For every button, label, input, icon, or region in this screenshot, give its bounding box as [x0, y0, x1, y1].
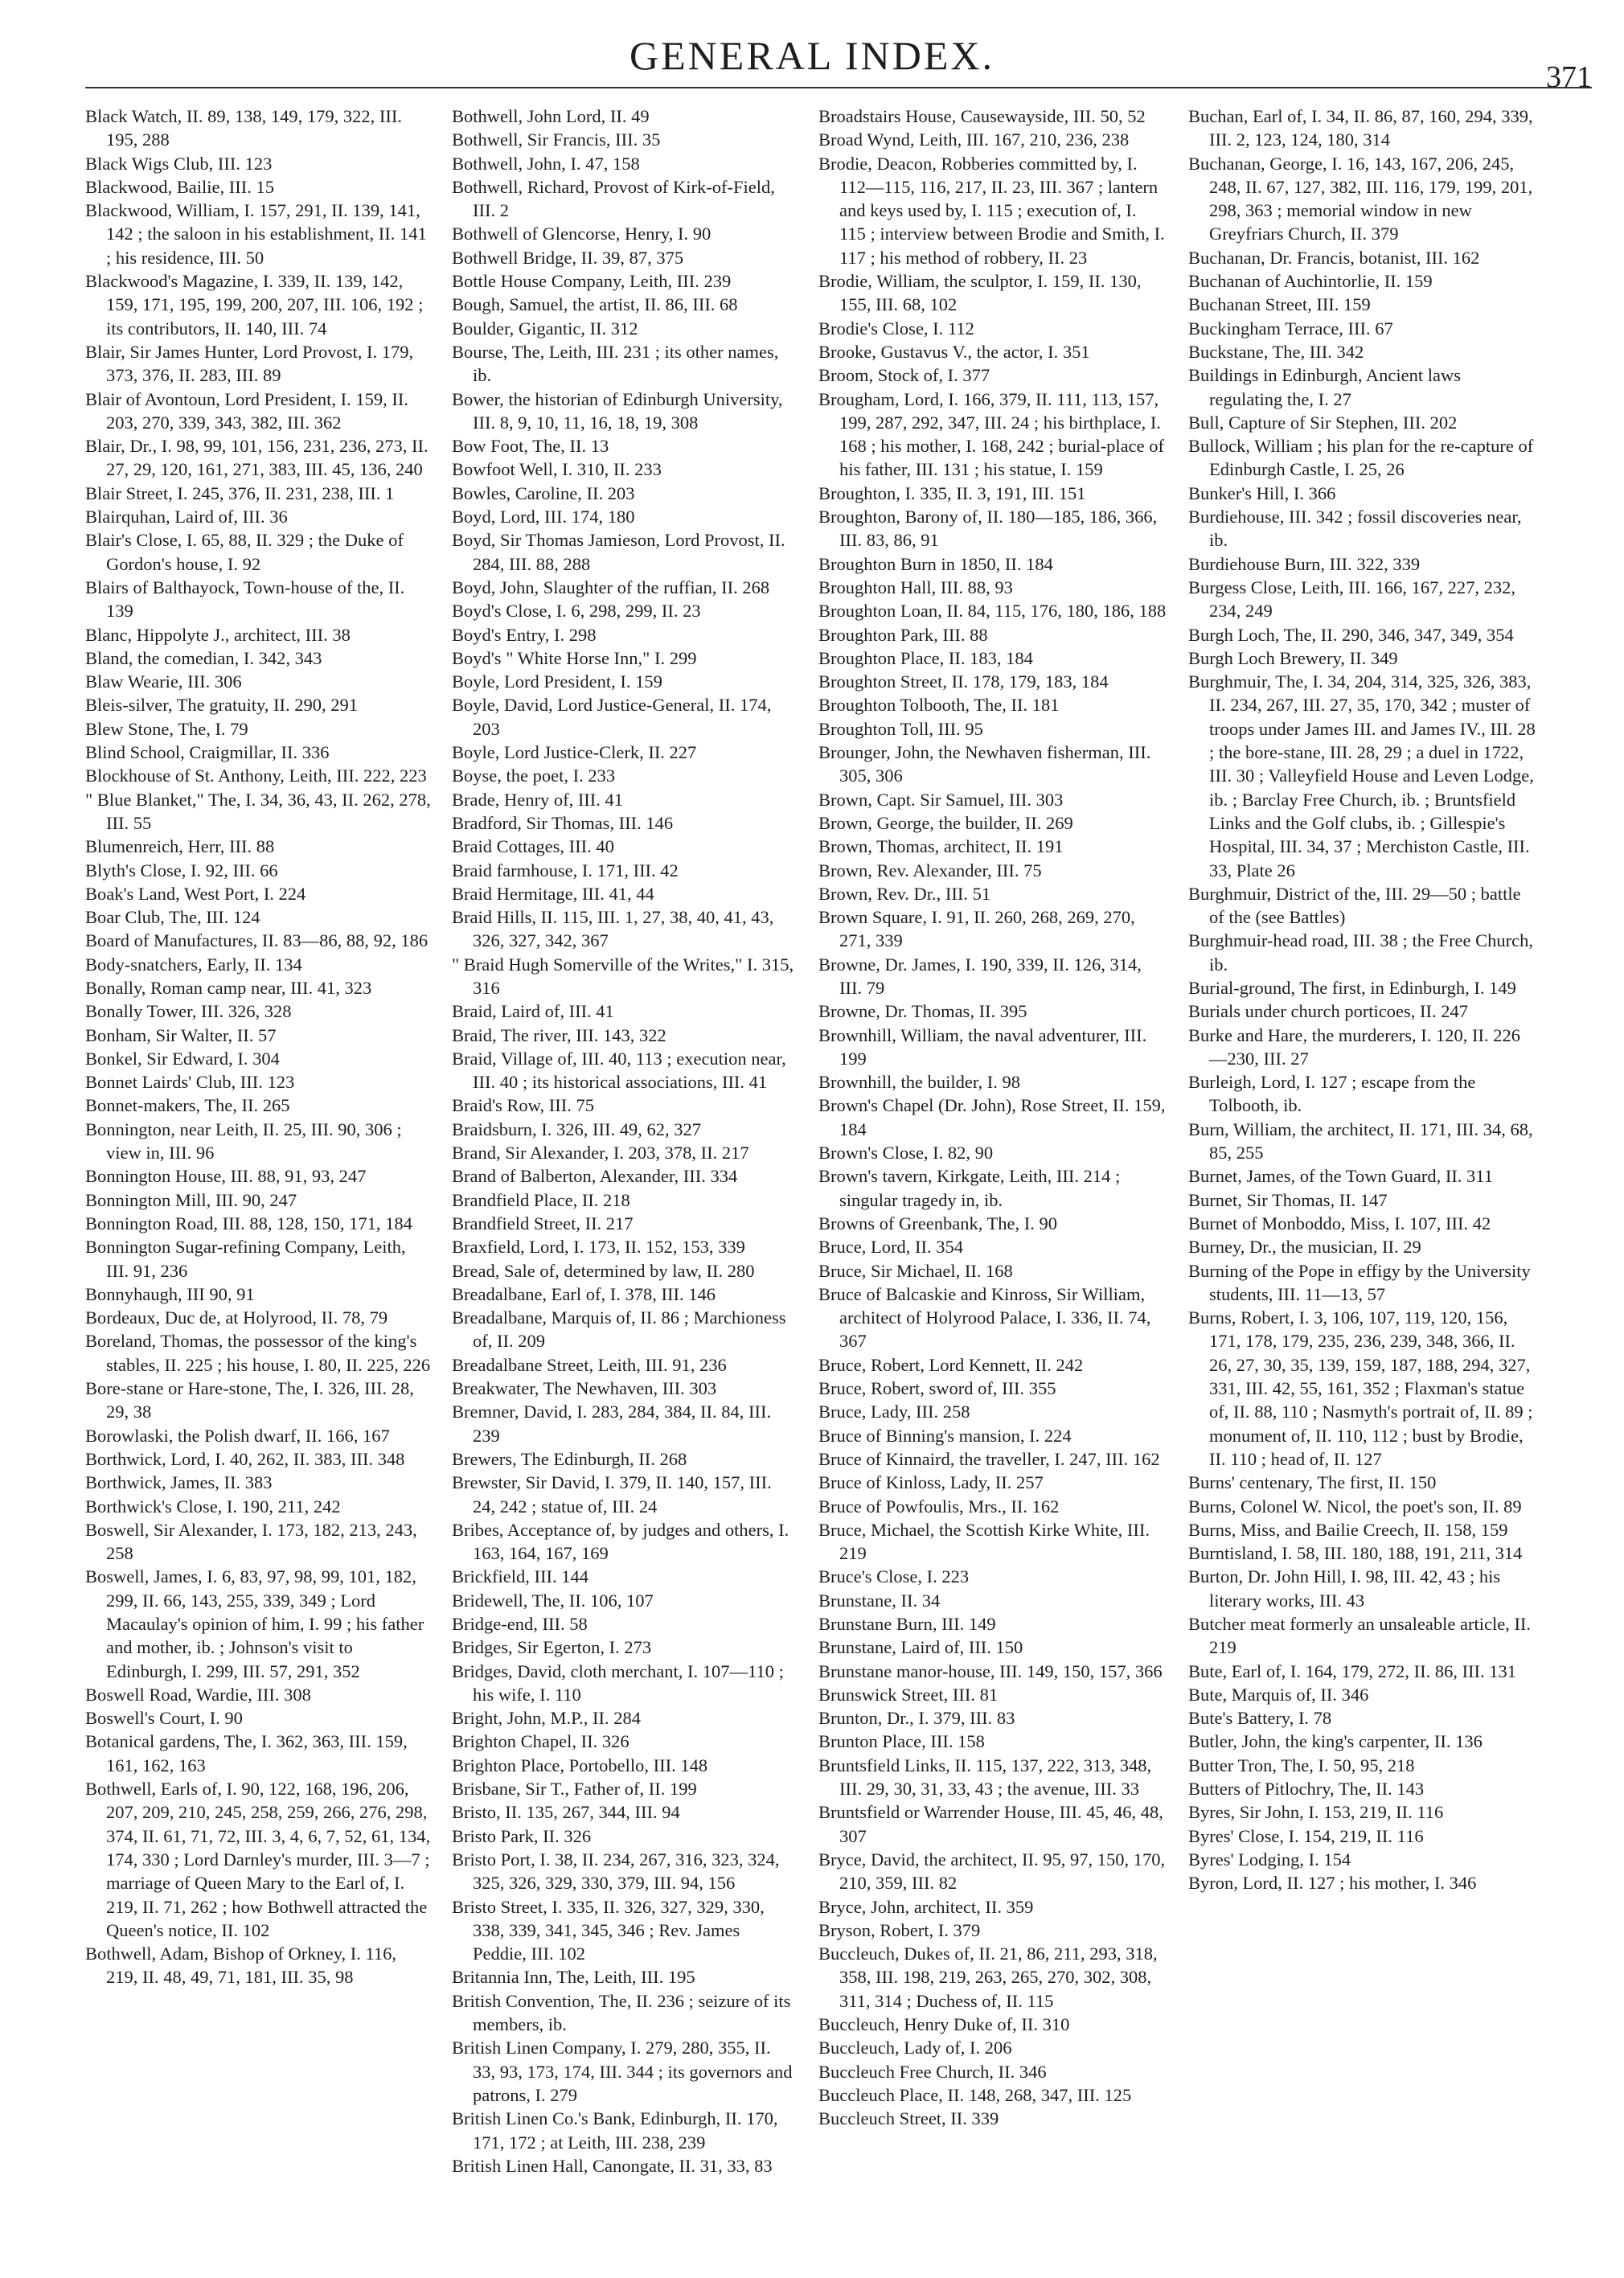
index-entry: Boswell Road, Wardie, III. 308 — [85, 1684, 311, 1705]
index-entry: Brand, Sir Alexander, I. 203, 378, II. 217 — [452, 1143, 749, 1164]
index-entry: Bothwell, Sir Francis, III. 35 — [452, 129, 661, 150]
index-entry: Braid Hermitage, III. 41, 44 — [452, 883, 654, 904]
index-entry: Bridge-end, III. 58 — [452, 1614, 588, 1634]
index-entry: Boulder, Gigantic, II. 312 — [452, 318, 638, 339]
index-entry: Bread, Sale of, determined by law, II. 280 — [452, 1260, 755, 1281]
index-entry: Borowlaski, the Polish dwarf, II. 166, 167 — [85, 1425, 390, 1446]
index-entry: Browns of Greenbank, The, I. 90 — [818, 1213, 1058, 1233]
index-entry: Brunstane, II. 34 — [818, 1590, 941, 1611]
index-entry: Botanical gardens, The, I. 362, 363, III. 159, 161, 162, 163 — [85, 1731, 408, 1775]
index-entry: Burn, William, the architect, II. 171, III. 34, 68, 85, 255 — [1188, 1118, 1533, 1164]
index-entry: Burney, Dr., the musician, II. 29 — [1188, 1237, 1421, 1258]
index-entry: Burghmuir, The, I. 34, 204, 314, 325, 326, 383, II. 234, 267, III. 27, 35, 170, 342 ; muster of troops under James III. and James IV., III. 28 ; the bore-stane, III. 28, 29 ; a duel in 1722, III. 30 ; Valleyfield House and Leven Lodge, ib. ; Barclay Free Church, ib. ; Bruntsfield Links and the Golf clubs, ib. ; Gillespie's Hospital, III. 34, 37 ; Merchiston Castle, III. 33, Plate 26 — [1188, 671, 1536, 880]
index-entry: Bothwell, Adam, Bishop of Orkney, I. 116, 219, II. 48, 49, 71, 181, III. 35, 98 — [85, 1943, 397, 1988]
index-entry: Bright, John, M.P., II. 284 — [452, 1708, 642, 1729]
index-entry: Braid's Row, III. 75 — [452, 1095, 594, 1116]
index-entry: Boyle, Lord President, I. 159 — [452, 671, 662, 692]
index-entry: Bruce, Robert, sword of, III. 355 — [818, 1378, 1056, 1399]
index-entry: Bridewell, The, II. 106, 107 — [452, 1590, 654, 1611]
index-entry: Braid, Village of, III. 40, 113 ; execution near, III. 40 ; its historical associations, III. 41 — [452, 1048, 786, 1093]
index-entry: Bruce, Lord, II. 354 — [818, 1237, 963, 1258]
index-entry: Bruce of Binning's mansion, I. 224 — [818, 1425, 1072, 1446]
page-number: 371 — [1546, 60, 1592, 94]
index-entry: Butters of Pitlochry, The, II. 143 — [1188, 1779, 1425, 1800]
index-entry: Buchanan of Auchintorlie, II. 159 — [1188, 271, 1433, 292]
index-entry: Bothwell Bridge, II. 39, 87, 375 — [452, 247, 684, 268]
index-entry: Brickfield, III. 144 — [452, 1566, 588, 1587]
index-entry: Blockhouse of St. Anthony, Leith, III. 222, 223 — [85, 765, 427, 786]
index-entry: Brown, Rev. Dr., III. 51 — [818, 883, 991, 904]
index-entry: Broughton, I. 335, II. 3, 191, III. 151 — [818, 482, 1086, 503]
index-entry: Byron, Lord, II. 127 ; his mother, I. 346 — [1188, 1873, 1477, 1894]
index-entry: Broadstairs House, Causewayside, III. 50, 52 — [818, 106, 1146, 126]
index-entry: Blair, Dr., I. 98, 99, 101, 156, 231, 236, 273, II. 27, 29, 120, 161, 271, 383, III. 45, 136, 240 — [85, 436, 429, 480]
index-entry: Brown's Close, I. 82, 90 — [818, 1143, 994, 1164]
index-entry: Brown's tavern, Kirkgate, Leith, III. 214 ; singular tragedy in, ib. — [818, 1166, 1121, 1210]
index-entry: Burdiehouse, III. 342 ; fossil discoveries near, ib. — [1188, 507, 1522, 551]
index-entry: Borthwick, Lord, I. 40, 262, II. 383, III. 348 — [85, 1448, 405, 1469]
index-entry: Byres' Close, I. 154, 219, II. 116 — [1188, 1825, 1424, 1846]
index-entry: Butler, John, the king's carpenter, II. 136 — [1188, 1731, 1483, 1752]
index-entry: Broughton Hall, III. 88, 93 — [818, 577, 1013, 597]
index-entry: Burleigh, Lord, I. 127 ; escape from the Tolbooth, ib. — [1188, 1072, 1476, 1116]
index-entry: British Convention, The, II. 236 ; seizure of its members, ib. — [452, 1990, 791, 2035]
index-entry: Brooke, Gustavus V., the actor, I. 351 — [818, 341, 1090, 362]
index-entry: Burgh Loch, The, II. 290, 346, 347, 349, 354 — [1188, 624, 1514, 645]
index-entry: Borthwick, James, II. 383 — [85, 1472, 273, 1493]
index-entry: Blair's Close, I. 65, 88, II. 329 ; the Duke of Gordon's house, I. 92 — [85, 530, 404, 574]
index-entry: Blair of Avontoun, Lord President, I. 159, II. 203, 270, 339, 343, 382, III. 362 — [85, 388, 409, 433]
index-entry: Bothwell, John Lord, II. 49 — [452, 106, 650, 126]
index-entry: Bruce of Kinnaird, the traveller, I. 247, III. 162 — [818, 1448, 1160, 1469]
index-entry: Bonnington House, III. 88, 91, 93, 247 — [85, 1166, 367, 1187]
index-entry: Braid farmhouse, I. 171, III. 42 — [452, 860, 679, 880]
index-entry: Bristo Street, I. 335, II. 326, 327, 329, 330, 338, 339, 341, 345, 346 ; Rev. James Peddie, III. 102 — [452, 1896, 765, 1964]
index-entry: Board of Manufactures, II. 83—86, 88, 92, 186 — [85, 930, 429, 951]
index-entry: Bullock, William ; his plan for the re-capture of Edinburgh Castle, I. 25, 26 — [1188, 436, 1534, 480]
index-entry: Brand of Balberton, Alexander, III. 334 — [452, 1166, 738, 1187]
index-entry: Bruce's Close, I. 223 — [818, 1566, 970, 1587]
index-entry: Bonnyhaugh, III 90, 91 — [85, 1283, 255, 1304]
index-entry: Brodie's Close, I. 112 — [818, 318, 974, 339]
index-entry: Bothwell, Earls of, I. 90, 122, 168, 196, 206, 207, 209, 210, 245, 258, 259, 266, 276, 298, 374, II. 61, 71, 72, III. 3, 4, 6, 7, 52, 61, 134, 174, 330 ; Lord Darnley's murder, III. 3—7 ; marriage of Queen Mary to the Earl of, I. 219, II. 71, 262 ; how Bothwell attracted the Queen's notice, II. 102 — [85, 1779, 431, 1940]
index-entry: " Blue Blanket," The, I. 34, 36, 43, II. 262, 278, III. 55 — [85, 789, 431, 833]
index-entry: Blairs of Balthayock, Town-house of the, II. 139 — [85, 577, 405, 622]
index-entry: Bute, Earl of, I. 164, 179, 272, II. 86, III. 131 — [1188, 1660, 1517, 1681]
index-entry: Burns, Miss, and Bailie Creech, II. 158, 159 — [1188, 1519, 1508, 1540]
index-entry: Bonkel, Sir Edward, I. 304 — [85, 1048, 280, 1069]
index-entry: Burke and Hare, the murderers, I. 120, II. 226—230, III. 27 — [1188, 1024, 1520, 1069]
index-entry: Brounger, John, the Newhaven fisherman, III. 305, 306 — [818, 742, 1151, 786]
index-entry: Burns, Robert, I. 3, 106, 107, 119, 120, 156, 171, 178, 179, 235, 236, 239, 348, 366, II. 26, 27, 30, 35, 139, 159, 187, 188, 294, 327, 331, III. 42, 55, 161, 352 ; Flaxman's statue of, II. 88, 110 ; Nasmyth's portrait of, II. 89 ; monument of, II. 110, 112 ; bust by Brodie, II. 110 ; head of, II. 127 — [1188, 1307, 1533, 1469]
index-entry: Boyle, David, Lord Justice-General, II. 174, 203 — [452, 695, 772, 739]
index-entry: Bowfoot Well, I. 310, II. 233 — [452, 459, 662, 480]
index-entry: Bribes, Acceptance of, by judges and others, I. 163, 164, 167, 169 — [452, 1519, 789, 1564]
index-entry: British Linen Co.'s Bank, Edinburgh, II. 170, 171, 172 ; at Leith, III. 238, 239 — [452, 2108, 778, 2153]
index-entry: Buckingham Terrace, III. 67 — [1188, 318, 1393, 339]
index-entry: Brown, Rev. Alexander, III. 75 — [818, 860, 1042, 880]
index-entry: Brewers, The Edinburgh, II. 268 — [452, 1448, 687, 1469]
index-entry: Bonnington Road, III. 88, 128, 150, 171, 184 — [85, 1213, 412, 1233]
index-entry: Burns, Colonel W. Nicol, the poet's son, II. 89 — [1188, 1496, 1522, 1517]
index-entry: Bull, Capture of Sir Stephen, III. 202 — [1188, 412, 1458, 433]
index-entry: Buchanan, Dr. Francis, botanist, III. 162 — [1188, 247, 1480, 268]
index-entry: Braidsburn, I. 326, III. 49, 62, 327 — [452, 1118, 701, 1139]
index-entry: Breakwater, The Newhaven, III. 303 — [452, 1378, 717, 1399]
index-entry: Burghmuir-head road, III. 38 ; the Free Church, ib. — [1188, 930, 1534, 975]
index-entry: Brunton, Dr., I. 379, III. 83 — [818, 1708, 1015, 1729]
index-entry: Buccleuch, Lady of, I. 206 — [818, 2038, 1012, 2058]
index-entry: Brownhill, William, the naval adventurer, III. 199 — [818, 1024, 1147, 1069]
index-entry: Broughton Burn in 1850, II. 184 — [818, 553, 1053, 574]
index-entry: Bristo Park, II. 326 — [452, 1825, 592, 1846]
index-entry: Brandfield Place, II. 218 — [452, 1189, 630, 1210]
index-entry: Breadalbane Street, Leith, III. 91, 236 — [452, 1354, 727, 1375]
index-entry: Buchanan, George, I. 16, 143, 167, 206, 245, 248, II. 67, 127, 382, III. 116, 179, 199, 201, 298, 363 ; memorial window in new Greyfriars Church, II. 379 — [1188, 153, 1533, 244]
index-entry: Boyd, Lord, III. 174, 180 — [452, 507, 635, 527]
index-entry: Blyth's Close, I. 92, III. 66 — [85, 860, 278, 880]
index-entry: Bonnington Mill, III. 90, 247 — [85, 1189, 297, 1210]
index-entry: " Braid Hugh Somerville of the Writes," I. 315, 316 — [452, 954, 794, 998]
page-title: GENERAL INDEX. — [630, 33, 994, 78]
index-entry: Boak's Land, West Port, I. 224 — [85, 883, 306, 904]
index-entry: Boyle, Lord Justice-Clerk, II. 227 — [452, 742, 697, 763]
index-entry: Brunstane manor-house, III. 149, 150, 157, 366 — [818, 1660, 1163, 1681]
index-entry: British Linen Hall, Canongate, II. 31, 33, 83 — [452, 2155, 773, 2176]
index-entry: Browne, Dr. Thomas, II. 395 — [818, 1001, 1027, 1022]
index-entry: Bryce, John, architect, II. 359 — [818, 1896, 1034, 1917]
index-entry: Brade, Henry of, III. 41 — [452, 789, 624, 810]
index-entry: Bristo, II. 135, 267, 344, III. 94 — [452, 1802, 680, 1823]
index-entry: Broom, Stock of, I. 377 — [818, 365, 990, 386]
index-entry: Boswell, Sir Alexander, I. 173, 182, 213, 243, 258 — [85, 1519, 417, 1564]
index-entry: Bottle House Company, Leith, III. 239 — [452, 271, 732, 292]
index-entry: Bruce of Kinloss, Lady, II. 257 — [818, 1472, 1044, 1493]
index-entry: Burdiehouse Burn, III. 322, 339 — [1188, 553, 1421, 574]
index-entry: Bruntsfield Links, II. 115, 137, 222, 313, 348, III. 29, 30, 31, 33, 43 ; the avenue, III. 33 — [818, 1755, 1152, 1800]
index-entry: Bough, Samuel, the artist, II. 86, III. 68 — [452, 294, 738, 315]
index-entry: Boyd, Sir Thomas Jamieson, Lord Provost, II. 284, III. 88, 288 — [452, 530, 785, 574]
index-entry: Blaw Wearie, III. 306 — [85, 671, 242, 692]
index-entry: Bowles, Caroline, II. 203 — [452, 482, 635, 503]
index-entry: Brown Square, I. 91, II. 260, 268, 269, 270, 271, 339 — [818, 907, 1135, 951]
index-entry: Brown, George, the builder, II. 269 — [818, 812, 1073, 833]
index-entry: Brownhill, the builder, I. 98 — [818, 1072, 1020, 1093]
index-entry: Blew Stone, The, I. 79 — [85, 718, 248, 739]
index-entry: Boyd, John, Slaughter of the ruffian, II. 268 — [452, 577, 770, 597]
header-rule — [85, 87, 1592, 88]
index-entry: Brodie, William, the sculptor, I. 159, II. 130, 155, III. 68, 102 — [818, 271, 1142, 315]
index-entry: Burton, Dr. John Hill, I. 98, III. 42, 43 ; his literary works, III. 43 — [1188, 1566, 1501, 1611]
index-entry: Burnet, James, of the Town Guard, II. 311 — [1188, 1166, 1493, 1187]
index-entry: Braid, The river, III. 143, 322 — [452, 1024, 666, 1045]
index-entry: Bridges, David, cloth merchant, I. 107—110 ; his wife, I. 110 — [452, 1660, 784, 1705]
index-entry: Boar Club, The, III. 124 — [85, 907, 260, 928]
index-entry: Buccleuch Free Church, II. 346 — [818, 2061, 1047, 2082]
index-entry: Bruce, Lady, III. 258 — [818, 1402, 970, 1422]
index-entry: Brunstane, Laird of, III. 150 — [818, 1637, 1023, 1658]
index-entry: Blumenreich, Herr, III. 88 — [85, 836, 275, 857]
index-entry: Blackwood's Magazine, I. 339, II. 139, 142, 159, 171, 195, 199, 200, 207, III. 106, 192 ; its contributors, II. 140, III. 74 — [85, 271, 424, 339]
index-entry: Braid Hills, II. 115, III. 1, 27, 38, 40, 41, 43, 326, 327, 342, 367 — [452, 907, 774, 951]
index-entry: Bothwell, John, I. 47, 158 — [452, 153, 640, 174]
index-entry: Brighton Chapel, II. 326 — [452, 1731, 630, 1752]
index-entry: Bryce, David, the architect, II. 95, 97, 150, 170, 210, 359, III. 82 — [818, 1849, 1166, 1894]
index-entry: Bonnington, near Leith, II. 25, III. 90, 306 ; view in, III. 96 — [85, 1118, 402, 1164]
index-entry: Boswell's Court, I. 90 — [85, 1708, 243, 1729]
index-entry: Bordeaux, Duc de, at Holyrood, II. 78, 79 — [85, 1307, 388, 1328]
index-entry: Brown, Capt. Sir Samuel, III. 303 — [818, 789, 1064, 810]
index-entry: Burning of the Pope in effigy by the University students, III. 11—13, 57 — [1188, 1260, 1531, 1304]
index-column-1 — [85, 105, 431, 2260]
index-entry: Buchan, Earl of, I. 34, II. 86, 87, 160, 294, 339, III. 2, 123, 124, 180, 314 — [1188, 106, 1533, 150]
index-entry: Boyse, the poet, I. 233 — [452, 765, 616, 786]
index-entry: Bonnet-makers, The, II. 265 — [85, 1095, 290, 1116]
index-entry: Buccleuch Street, II. 339 — [818, 2108, 999, 2129]
index-entry: Buccleuch, Henry Duke of, II. 310 — [818, 2014, 1070, 2035]
index-entry: Boyd's Entry, I. 298 — [452, 624, 597, 645]
index-entry: Brunswick Street, III. 81 — [818, 1684, 999, 1705]
index-entry: Bleis-silver, The gratuity, II. 290, 291 — [85, 695, 359, 716]
index-entry: Buildings in Edinburgh, Ancient laws regulating the, I. 27 — [1188, 365, 1461, 409]
index-entry: Bruce of Powfoulis, Mrs., II. 162 — [818, 1496, 1060, 1517]
index-entry: Bristo Port, I. 38, II. 234, 267, 316, 323, 324, 325, 326, 329, 330, 379, III. 94, 156 — [452, 1849, 780, 1894]
index-entry: Bridges, Sir Egerton, I. 273 — [452, 1637, 652, 1658]
index-entry: Broughton Place, II. 183, 184 — [818, 647, 1033, 668]
index-entry: Brown, Thomas, architect, II. 191 — [818, 836, 1064, 857]
index-entry: Byres, Sir John, I. 153, 219, II. 116 — [1188, 1802, 1444, 1823]
index-entry: Blackwood, William, I. 157, 291, II. 139, 141, 142 ; the saloon in his establishment, II. 141 ; his residence, III. 50 — [85, 200, 427, 268]
index-entry: Body-snatchers, Early, II. 134 — [85, 954, 302, 975]
index-entry: Brandfield Street, II. 217 — [452, 1213, 634, 1233]
index-entry: Byres' Lodging, I. 154 — [1188, 1849, 1351, 1870]
index-entry: Brunstane Burn, III. 149 — [818, 1614, 996, 1634]
index-entry: Browne, Dr. James, I. 190, 339, II. 126, 314, III. 79 — [818, 954, 1142, 998]
index-entry: Bute, Marquis of, II. 346 — [1188, 1684, 1369, 1705]
index-entry: Bothwell, Richard, Provost of Kirk-of-Field, III. 2 — [452, 176, 775, 221]
index-entry: Butter Tron, The, I. 50, 95, 218 — [1188, 1755, 1415, 1775]
index-entry: Bradford, Sir Thomas, III. 146 — [452, 812, 674, 833]
index-entry: Boreland, Thomas, the possessor of the king's stables, II. 225 ; his house, I. 80, II. 225, 226 — [85, 1331, 431, 1375]
index-entry: Braid Cottages, III. 40 — [452, 836, 614, 857]
index-entry: Boyd's " White Horse Inn," I. 299 — [452, 647, 697, 668]
index-entry: Braxfield, Lord, I. 173, II. 152, 153, 339 — [452, 1237, 745, 1258]
index-entry: Breadalbane, Earl of, I. 378, III. 146 — [452, 1283, 716, 1304]
index-entry: Bremner, David, I. 283, 284, 384, II. 84, III. 239 — [452, 1402, 772, 1446]
index-entry: Burnet, Sir Thomas, II. 147 — [1188, 1189, 1388, 1210]
index-entry: Blairquhan, Laird of, III. 36 — [85, 507, 288, 527]
index-entry: Bower, the historian of Edinburgh University, III. 8, 9, 10, 11, 16, 18, 19, 308 — [452, 388, 783, 433]
index-entry: Bruce, Robert, Lord Kennett, II. 242 — [818, 1354, 1084, 1375]
index-entry: Brown's Chapel (Dr. John), Rose Street, II. 159, 184 — [818, 1095, 1166, 1139]
index-entry: Bruce, Sir Michael, II. 168 — [818, 1260, 1013, 1281]
index-entry: Burgh Loch Brewery, II. 349 — [1188, 647, 1398, 668]
index-entry: Buccleuch, Dukes of, II. 21, 86, 211, 293, 318, 358, III. 198, 219, 263, 265, 270, 302, 308, 311, 314 ; Duchess of, II. 115 — [818, 1943, 1158, 2011]
index-entry: Bothwell of Glencorse, Henry, I. 90 — [452, 224, 712, 244]
index-entry: Bonnet Lairds' Club, III. 123 — [85, 1072, 295, 1093]
index-entry: Brougham, Lord, I. 166, 379, II. 111, 113, 157, 199, 287, 292, 347, III. 24 ; his birthplace, I. 168 ; his mother, I. 168, 242 ; burial-place of his father, III. 131 ; his statue, I. 159 — [818, 388, 1165, 480]
index-entry: Blair Street, I. 245, 376, II. 231, 238, III. 1 — [85, 482, 395, 503]
index-entry: Butcher meat formerly an unsaleable article, II. 219 — [1188, 1614, 1532, 1658]
index-column-2 — [452, 105, 798, 2260]
index-entry: Braid, Laird of, III. 41 — [452, 1001, 614, 1022]
index-entry: British Linen Company, I. 279, 280, 355, II. 33, 93, 173, 174, III. 344 ; its governors and patrons, I. 279 — [452, 2038, 793, 2105]
index-entry: Blackwood, Bailie, III. 15 — [85, 176, 274, 197]
index-entry: Blanc, Hippolyte J., architect, III. 38 — [85, 624, 351, 645]
index-entry: Boswell, James, I. 6, 83, 97, 98, 99, 101, 182, 299, II. 66, 143, 255, 339, 349 ; Lord Macaulay's opinion of him, I. 99 ; his father and mother, ib. ; Johnson's visit to Edinburgh, I. 299, III. 57, 291, 352 — [85, 1566, 424, 1681]
index-entry: Bunker's Hill, I. 366 — [1188, 482, 1336, 503]
index-entry: Black Watch, II. 89, 138, 149, 179, 322, III. 195, 288 — [85, 106, 402, 150]
index-entry: Bonally, Roman camp near, III. 41, 323 — [85, 977, 372, 998]
index-entry: Brunton Place, III. 158 — [818, 1731, 985, 1752]
index-entry: Bonnington Sugar-refining Company, Leith, III. 91, 236 — [85, 1237, 406, 1281]
index-entry: Burghmuir, District of the, III. 29—50 ; battle of the (see Battles) — [1188, 883, 1521, 928]
index-entry: Bruce of Balcaskie and Kinross, Sir William, architect of Holyrood Palace, I. 336, II. 74, 367 — [818, 1283, 1151, 1352]
index-entry: Breadalbane, Marquis of, II. 86 ; Marchioness of, II. 209 — [452, 1307, 786, 1352]
index-entry: Broughton Toll, III. 95 — [818, 718, 983, 739]
index-column-3 — [818, 105, 1167, 2260]
index-entry: Burns' centenary, The first, II. 150 — [1188, 1472, 1437, 1493]
index-entry: Brodie, Deacon, Robberies committed by, I. 112—115, 116, 217, II. 23, III. 367 ; lantern and keys used by, I. 115 ; execution of, I. 115 ; interview between Brodie and Smith, I. 117 ; his method of robbery, II. 23 — [818, 153, 1165, 268]
index-entry: Broughton Street, II. 178, 179, 183, 184 — [818, 671, 1109, 692]
index-entry: Brighton Place, Portobello, III. 148 — [452, 1755, 708, 1775]
index-entry: Bow Foot, The, II. 13 — [452, 436, 609, 457]
index-entry: Burntisland, I. 58, III. 180, 188, 191, 211, 314 — [1188, 1543, 1523, 1564]
index-entry: Bute's Battery, I. 78 — [1188, 1708, 1332, 1729]
index-entry: Bonally Tower, III. 326, 328 — [85, 1001, 292, 1022]
index-columns — [85, 105, 1592, 2260]
index-entry: Burnet of Monboddo, Miss, I. 107, III. 42 — [1188, 1213, 1491, 1233]
index-entry: Bland, the comedian, I. 342, 343 — [85, 647, 322, 668]
index-column-4 — [1188, 105, 1537, 2260]
index-entry: Borthwick's Close, I. 190, 211, 242 — [85, 1496, 341, 1517]
index-entry: Buchanan Street, III. 159 — [1188, 294, 1371, 315]
index-entry: Broad Wynd, Leith, III. 167, 210, 236, 238 — [818, 129, 1130, 150]
index-entry: Burial-ground, The first, in Edinburgh, I. 149 — [1188, 977, 1516, 998]
index-entry: Britannia Inn, The, Leith, III. 195 — [452, 1967, 695, 1988]
index-entry: Broughton Tolbooth, The, II. 181 — [818, 695, 1060, 716]
index-entry: Buckstane, The, III. 342 — [1188, 341, 1364, 362]
index-entry: Bourse, The, Leith, III. 231 ; its other names, ib. — [452, 341, 779, 386]
index-entry: Brisbane, Sir T., Father of, II. 199 — [452, 1779, 697, 1800]
index-entry: Bruntsfield or Warrender House, III. 45, 46, 48, 307 — [818, 1802, 1163, 1846]
index-entry: Burgess Close, Leith, III. 166, 167, 227, 232, 234, 249 — [1188, 577, 1516, 622]
index-entry: Broughton, Barony of, II. 180—185, 186, 366, III. 83, 86, 91 — [818, 507, 1158, 551]
index-entry: Bryson, Robert, I. 379 — [818, 1919, 981, 1940]
index-entry: Brewster, Sir David, I. 379, II. 140, 157, III. 24, 242 ; statue of, III. 24 — [452, 1472, 772, 1517]
index-entry: Blind School, Craigmillar, II. 336 — [85, 742, 330, 763]
index-entry: Bore-stane or Hare-stone, The, I. 326, III. 28, 29, 38 — [85, 1378, 414, 1422]
index-entry: Bonham, Sir Walter, II. 57 — [85, 1024, 277, 1045]
index-entry: Buccleuch Place, II. 148, 268, 347, III. 125 — [818, 2084, 1132, 2105]
index-entry: Boyd's Close, I. 6, 298, 299, II. 23 — [452, 601, 701, 622]
index-entry: Broughton Loan, II. 84, 115, 176, 180, 186, 188 — [818, 601, 1167, 622]
index-entry: Burials under church porticoes, II. 247 — [1188, 1001, 1469, 1022]
index-entry: Black Wigs Club, III. 123 — [85, 153, 273, 174]
index-entry: Broughton Park, III. 88 — [818, 624, 988, 645]
index-entry: Blair, Sir James Hunter, Lord Provost, I. 179, 373, 376, II. 283, III. 89 — [85, 341, 414, 386]
index-entry: Bruce, Michael, the Scottish Kirke White, III. 219 — [818, 1519, 1150, 1564]
